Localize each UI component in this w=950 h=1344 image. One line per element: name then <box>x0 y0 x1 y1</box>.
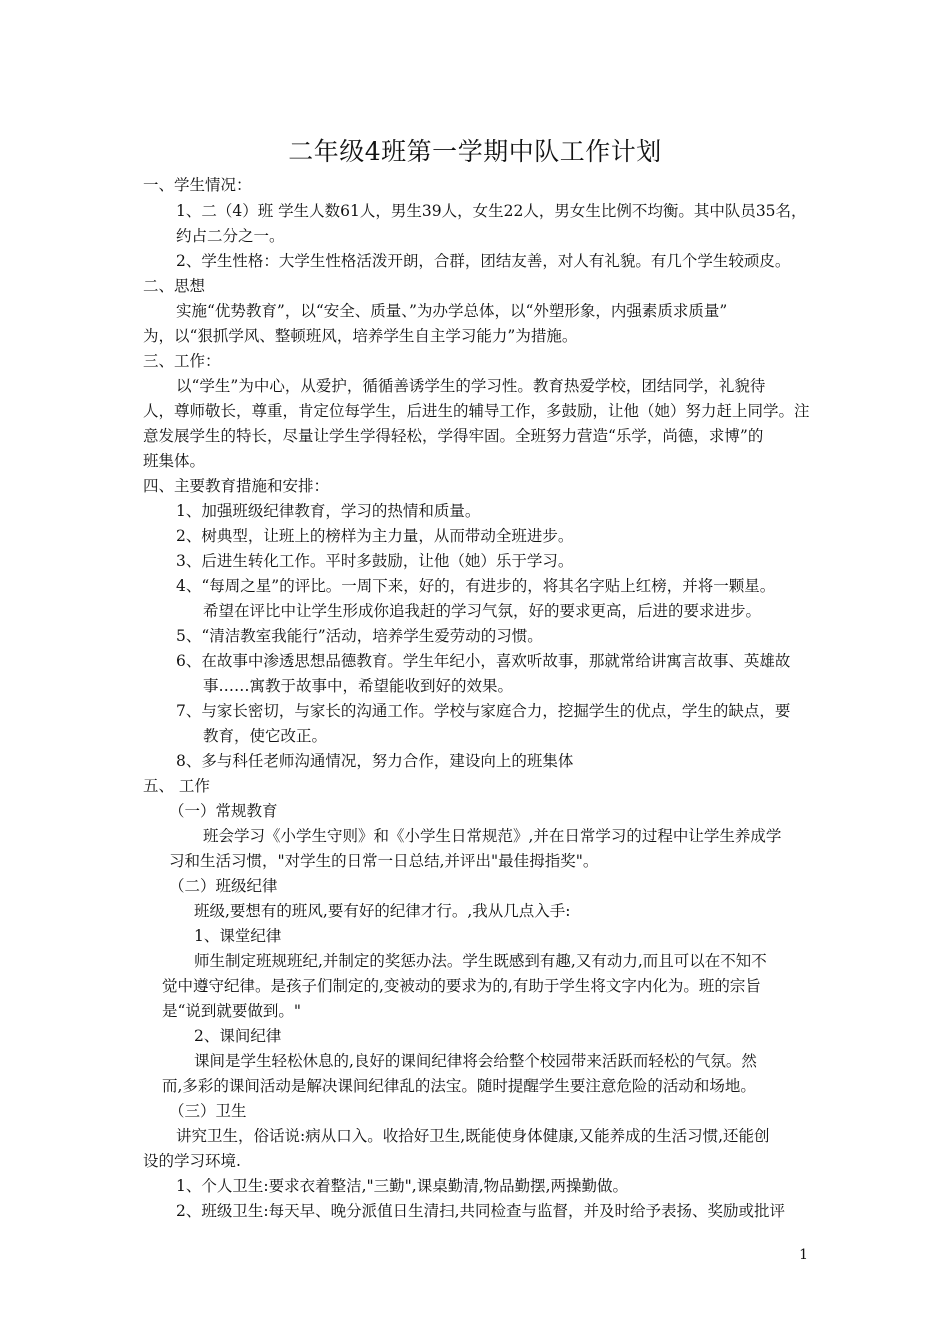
text-line: 人，尊师敬长，尊重，肯定位每学生，后进生的辅导工作，多鼓励，让他（她）努力赶上同学。注 <box>143 402 810 420</box>
text-line: 意发展学生的特长，尽量让学生学得轻松，学得牢固。全班努力营造“乐学，尚德，求博”的 <box>143 427 764 445</box>
text-line: 班级,要想有的班风,要有好的纪律才行。,我从几点入手: <box>194 902 571 920</box>
text-line: 而,多彩的课间活动是解决课间纪律乱的法宝。随时提醒学生要注意危险的活动和场地。 <box>162 1077 756 1095</box>
text-line: （三）卫生 <box>169 1102 247 1120</box>
text-line: 讲究卫生，俗话说:病从口入。收拾好卫生,既能使身体健康,又能养成的生活习惯,还能创 <box>176 1127 770 1145</box>
text-line: 4、“每周之星”的评比。一周下来，好的，有进步的，将其名字贴上红榜，并将一颗星。 <box>176 577 776 595</box>
text-line: 实施“优势教育”，以“安全、质量、”为办学总体，以“外塑形象，内强素质求质量” <box>176 302 728 320</box>
text-line: 二、思想 <box>143 277 206 295</box>
text-line: 希望在评比中让学生形成你追我赶的学习气氛，好的要求更高，后进的要求进步。 <box>203 602 762 620</box>
text-line: 以“学生”为中心，从爱护，循循善诱学生的学习性。教育热爱学校，团结同学，礼貌待 <box>176 377 766 395</box>
text-line: 五、 工作 <box>143 777 210 795</box>
text-line: 1、个人卫生:要求衣着整洁,"三勤",课桌勤清,物品勤摆,两操勤做。 <box>176 1177 629 1195</box>
text-line: 约占二分之一。 <box>176 227 285 245</box>
text-line: （二）班级纪律 <box>169 877 278 895</box>
text-line: 四、主要教育措施和安排： <box>143 477 330 495</box>
text-line: 1、加强班级纪律教育，学习的热情和质量。 <box>176 502 481 520</box>
text-line: 2、班级卫生:每天早、晚分派值日生清扫,共同检查与监督，并及时给予表扬、奖励或批评 <box>176 1202 786 1220</box>
text-line: 习和生活习惯，"对学生的日常一日总结,并评出"最佳拇指奖"。 <box>169 852 599 870</box>
text-line: 2、学生性格：大学生性格活泼开朗，合群，团结友善，对人有礼貌。有几个学生较顽皮。 <box>176 252 791 270</box>
text-line: 课间是学生轻松休息的,良好的课间纪律将会给整个校园带来活跃而轻松的气氛。然 <box>194 1052 757 1070</box>
document-title: 二年级4班第一学期中队工作计划 <box>288 137 662 166</box>
text-line: 2、树典型，让班上的榜样为主力量，从而带动全班进步。 <box>176 527 574 545</box>
text-line: （一）常规教育 <box>169 802 278 820</box>
text-line: 觉中遵守纪律。是孩子们制定的,变被动的要求为的,有助于学生将文字内化为。班的宗旨 <box>162 977 761 995</box>
text-line: 3、后进生转化工作。平时多鼓励，让他（她）乐于学习。 <box>176 552 574 570</box>
text-line: 设的学习环境. <box>143 1152 241 1170</box>
text-line: 2、课间纪律 <box>194 1027 282 1045</box>
text-line: 1、课堂纪律 <box>194 927 282 945</box>
text-line: 班会学习《小学生守则》和《小学生日常规范》,并在日常学习的过程中让学生养成学 <box>203 827 782 845</box>
text-line: 教育，使它改正。 <box>203 727 328 745</box>
page-number: 1 <box>799 1247 808 1263</box>
text-line: 为，以“狠抓学风、整顿班风，培养学生自主学习能力”为措施。 <box>143 327 578 345</box>
text-line: 6、在故事中渗透思想品德教育。学生年纪小，喜欢听故事，那就常给讲寓言故事、英雄故 <box>176 652 791 670</box>
text-line: 7、与家长密切，与家长的沟通工作。学校与家庭合力，挖掘学生的优点，学生的缺点，要 <box>176 702 791 720</box>
text-line: 1、二（4）班 学生人数61人，男生39人，女生22人，男女生比例不均衡。其中队员35名， <box>176 202 807 220</box>
text-line: 三、工作： <box>143 352 221 370</box>
text-line: 是“说到就要做到。" <box>162 1002 302 1020</box>
text-line: 事……寓教于故事中，希望能收到好的效果。 <box>203 677 514 695</box>
text-line: 班集体。 <box>143 452 206 470</box>
text-line: 师生制定班规班纪,并制定的奖惩办法。学生既感到有趣,又有动力,而且可以在不知不 <box>194 952 767 970</box>
text-line: 一、学生情况： <box>143 176 252 194</box>
text-line: 8、多与科任老师沟通情况，努力合作，建设向上的班集体 <box>176 752 574 770</box>
text-line: 5、“清洁教室我能行”活动，培养学生爱劳动的习惯。 <box>176 627 543 645</box>
